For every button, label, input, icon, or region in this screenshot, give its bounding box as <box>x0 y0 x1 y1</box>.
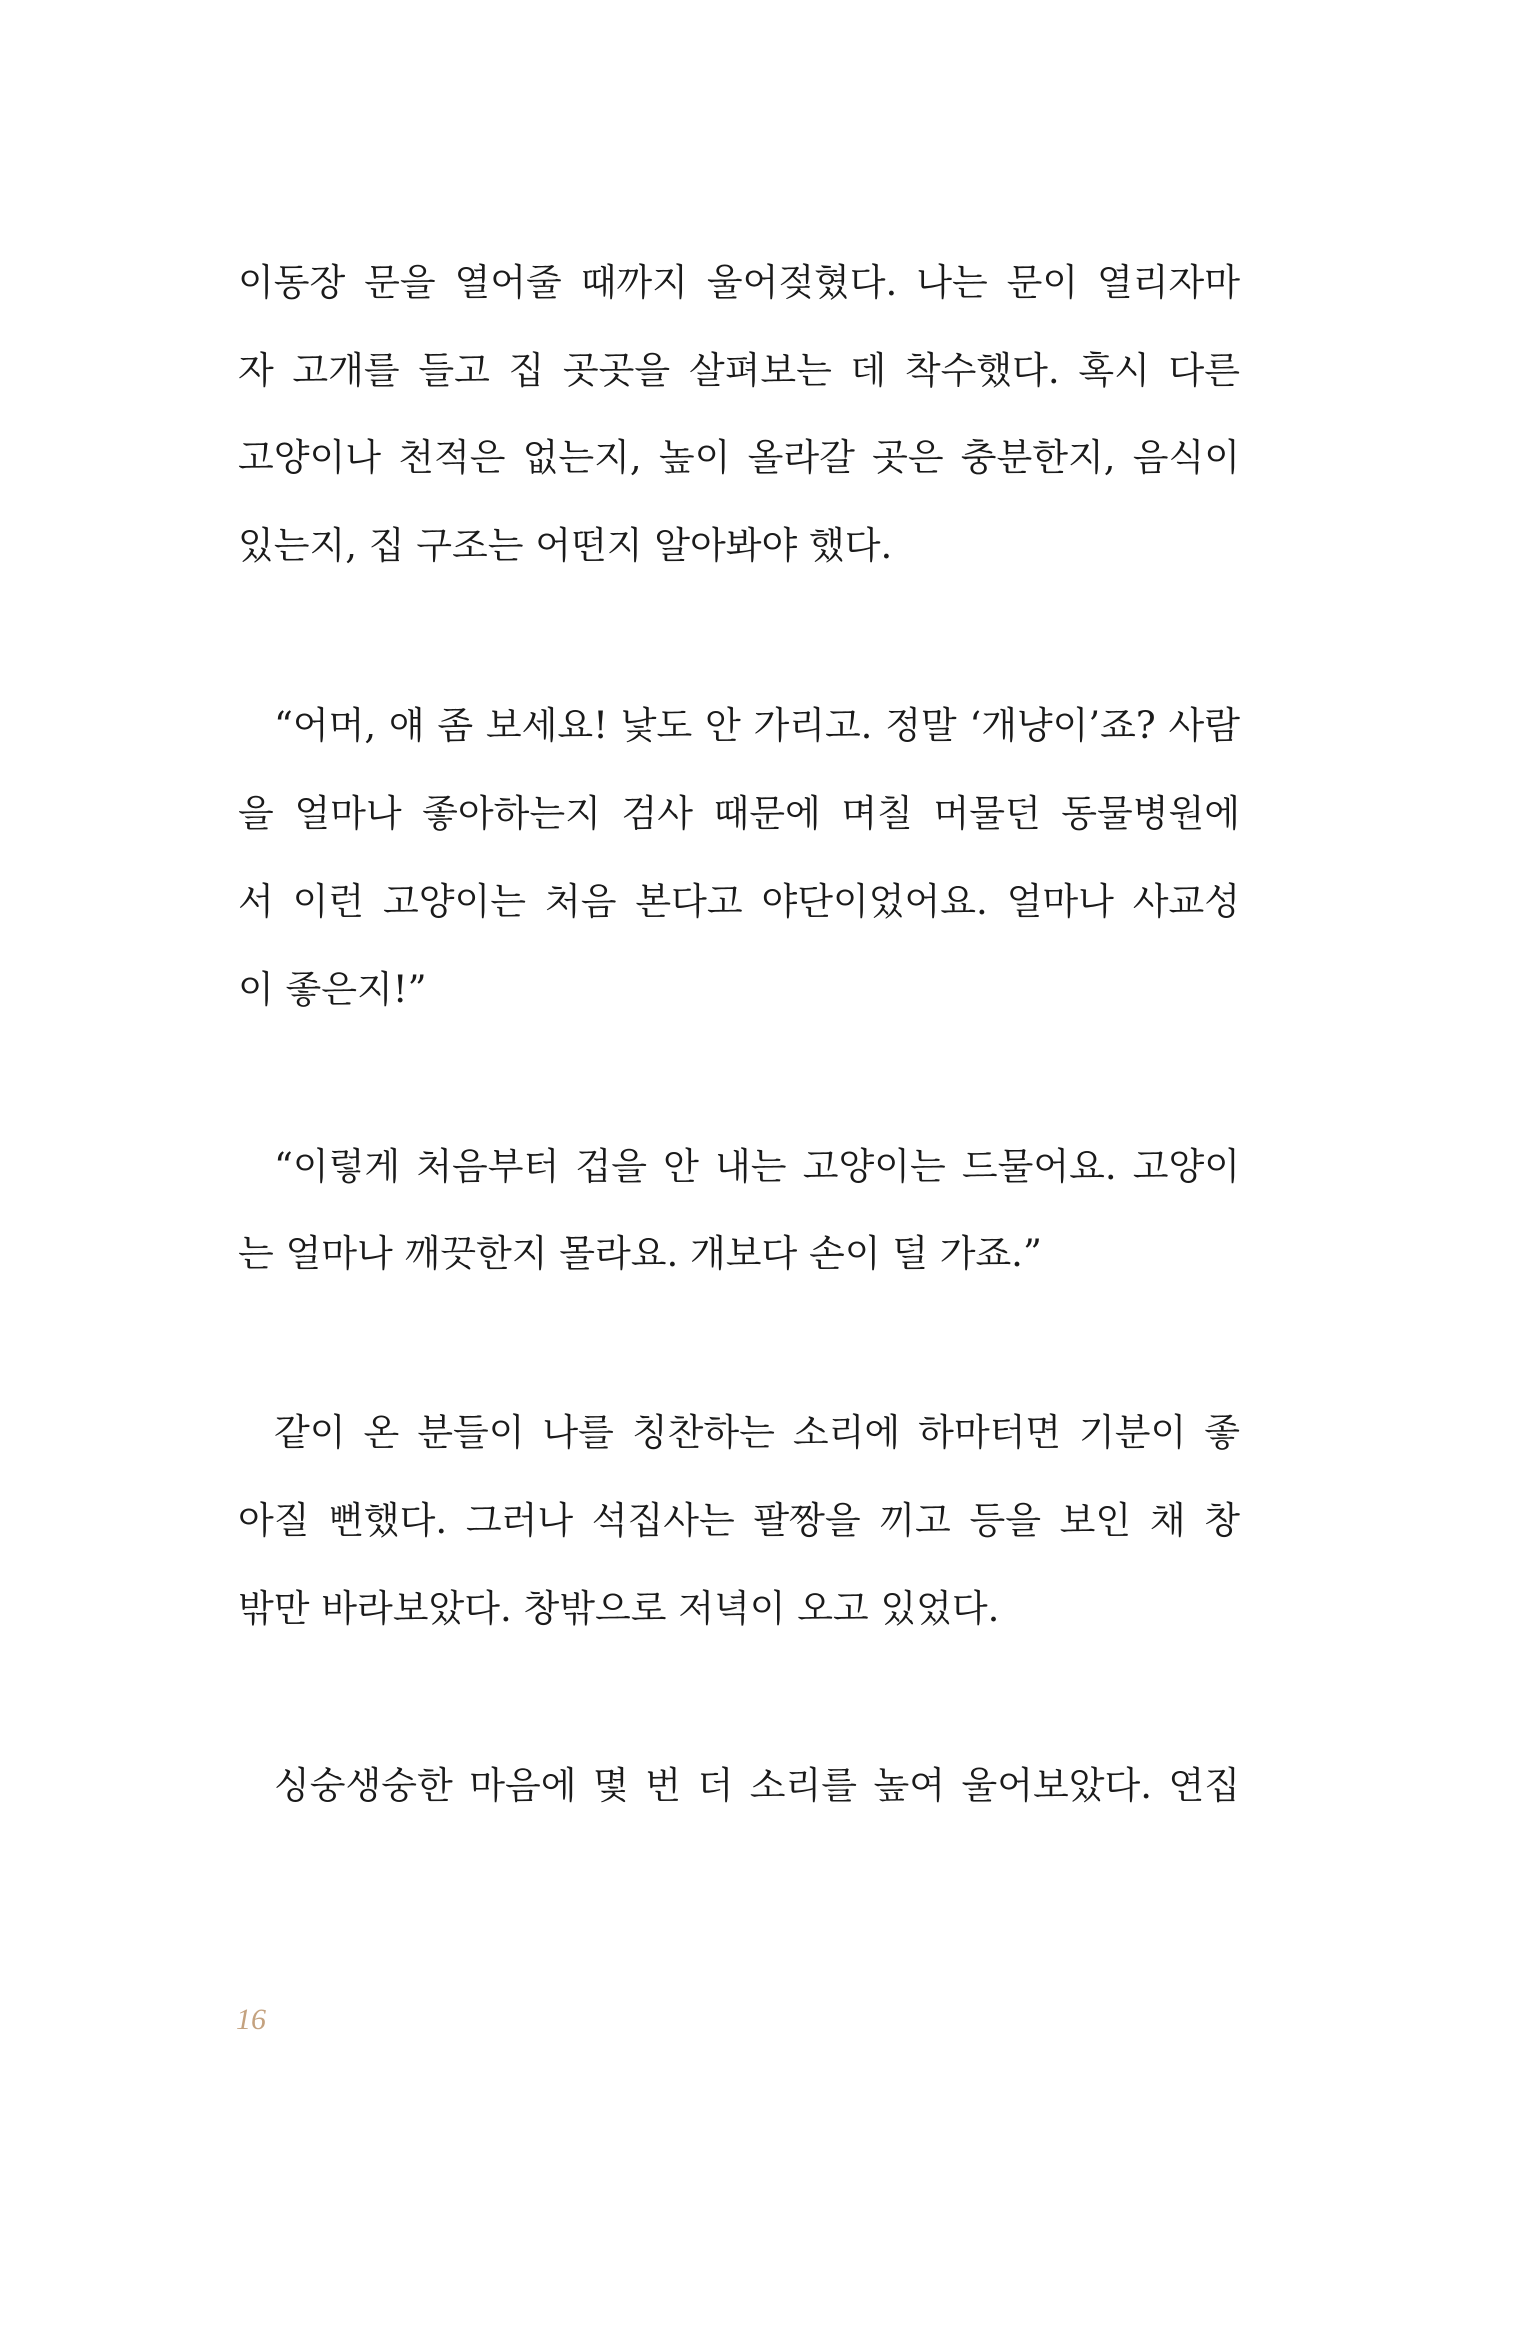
text-line: 싱숭생숭한 마음에 몇 번 더 소리를 높여 울어보았다. 연집 <box>274 1764 1240 1807</box>
text-line: 같이 온 분들이 나를 칭찬하는 소리에 하마터면 기분이 좋 <box>274 1411 1240 1454</box>
text-line: 고양이나 천적은 없는지, 높이 올라갈 곳은 충분한지, 음식이 <box>238 436 1240 479</box>
text-line: 이동장 문을 열어줄 때까지 울어젖혔다. 나는 문이 열리자마 <box>238 261 1240 304</box>
text-line: 밖만 바라보았다. 창밖으로 저녁이 오고 있었다. <box>238 1587 1000 1630</box>
page-number: 16 <box>236 2003 266 2036</box>
text-line: 자 고개를 들고 집 곳곳을 살펴보는 데 착수했다. 혹시 다른 <box>238 349 1240 392</box>
text-line: 있는지, 집 구조는 어떤지 알아봐야 했다. <box>238 524 893 567</box>
text-line: 아질 뻔했다. 그러나 석집사는 팔짱을 끼고 등을 보인 채 창 <box>238 1499 1240 1542</box>
text-line: 이 좋은지!” <box>238 968 427 1011</box>
text-line: 을 얼마나 좋아하는지 검사 때문에 며칠 머물던 동물병원에 <box>238 792 1240 835</box>
text-line: “어머, 얘 좀 보세요! 낯도 안 가리고. 정말 ‘개냥이’죠? 사람 <box>274 704 1240 747</box>
text-line: “이렇게 처음부터 겁을 안 내는 고양이는 드물어요. 고양이 <box>274 1145 1240 1188</box>
text-line: 서 이런 고양이는 처음 본다고 야단이었어요. 얼마나 사교성 <box>238 880 1240 923</box>
text-line: 는 얼마나 깨끗한지 몰라요. 개보다 손이 덜 가죠.” <box>238 1232 1042 1275</box>
